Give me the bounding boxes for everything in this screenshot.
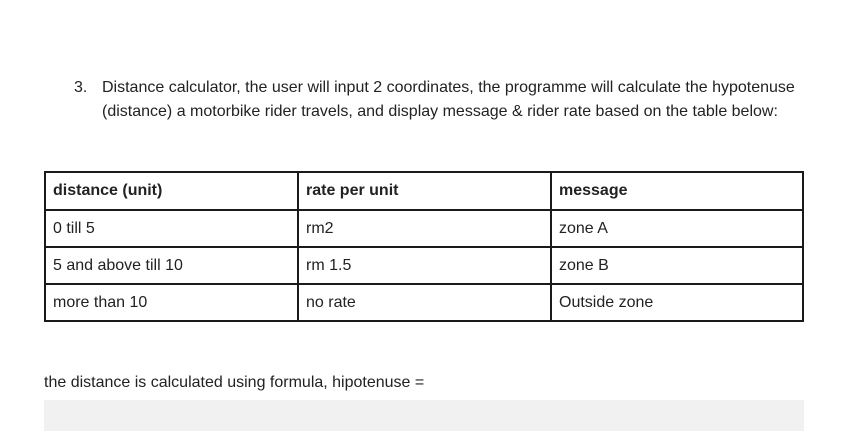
- cell-message: zone B: [551, 247, 803, 284]
- table-header-row: [45, 172, 803, 210]
- question-number: 3.: [74, 79, 88, 96]
- cell-rate: rm2: [298, 210, 551, 247]
- table-row: [45, 247, 803, 284]
- question-text: Distance calculator, the user will input 2 coordinates, the programme will calculate the hypotenuse (distance) a motorbike rider travels, and display message & rider rate based on the table below:: [102, 79, 795, 120]
- cell-rate: rm 1.5: [298, 247, 551, 284]
- cell-distance: 5 and above till 10: [45, 247, 298, 284]
- formula-text: the distance is calculated using formula, hipotenuse =: [44, 374, 425, 391]
- table-row: [45, 210, 803, 247]
- cell-rate: no rate: [298, 284, 551, 321]
- header-message: message: [551, 172, 803, 210]
- cell-distance: 0 till 5: [45, 210, 298, 247]
- cell-message: zone A: [551, 210, 803, 247]
- table-row: [45, 284, 803, 321]
- header-distance: distance (unit): [45, 172, 298, 210]
- cell-distance: more than 10: [45, 284, 298, 321]
- cell-message: Outside zone: [551, 284, 803, 321]
- rate-table: [44, 171, 804, 322]
- header-rate: rate per unit: [298, 172, 551, 210]
- answer-box: [44, 400, 804, 431]
